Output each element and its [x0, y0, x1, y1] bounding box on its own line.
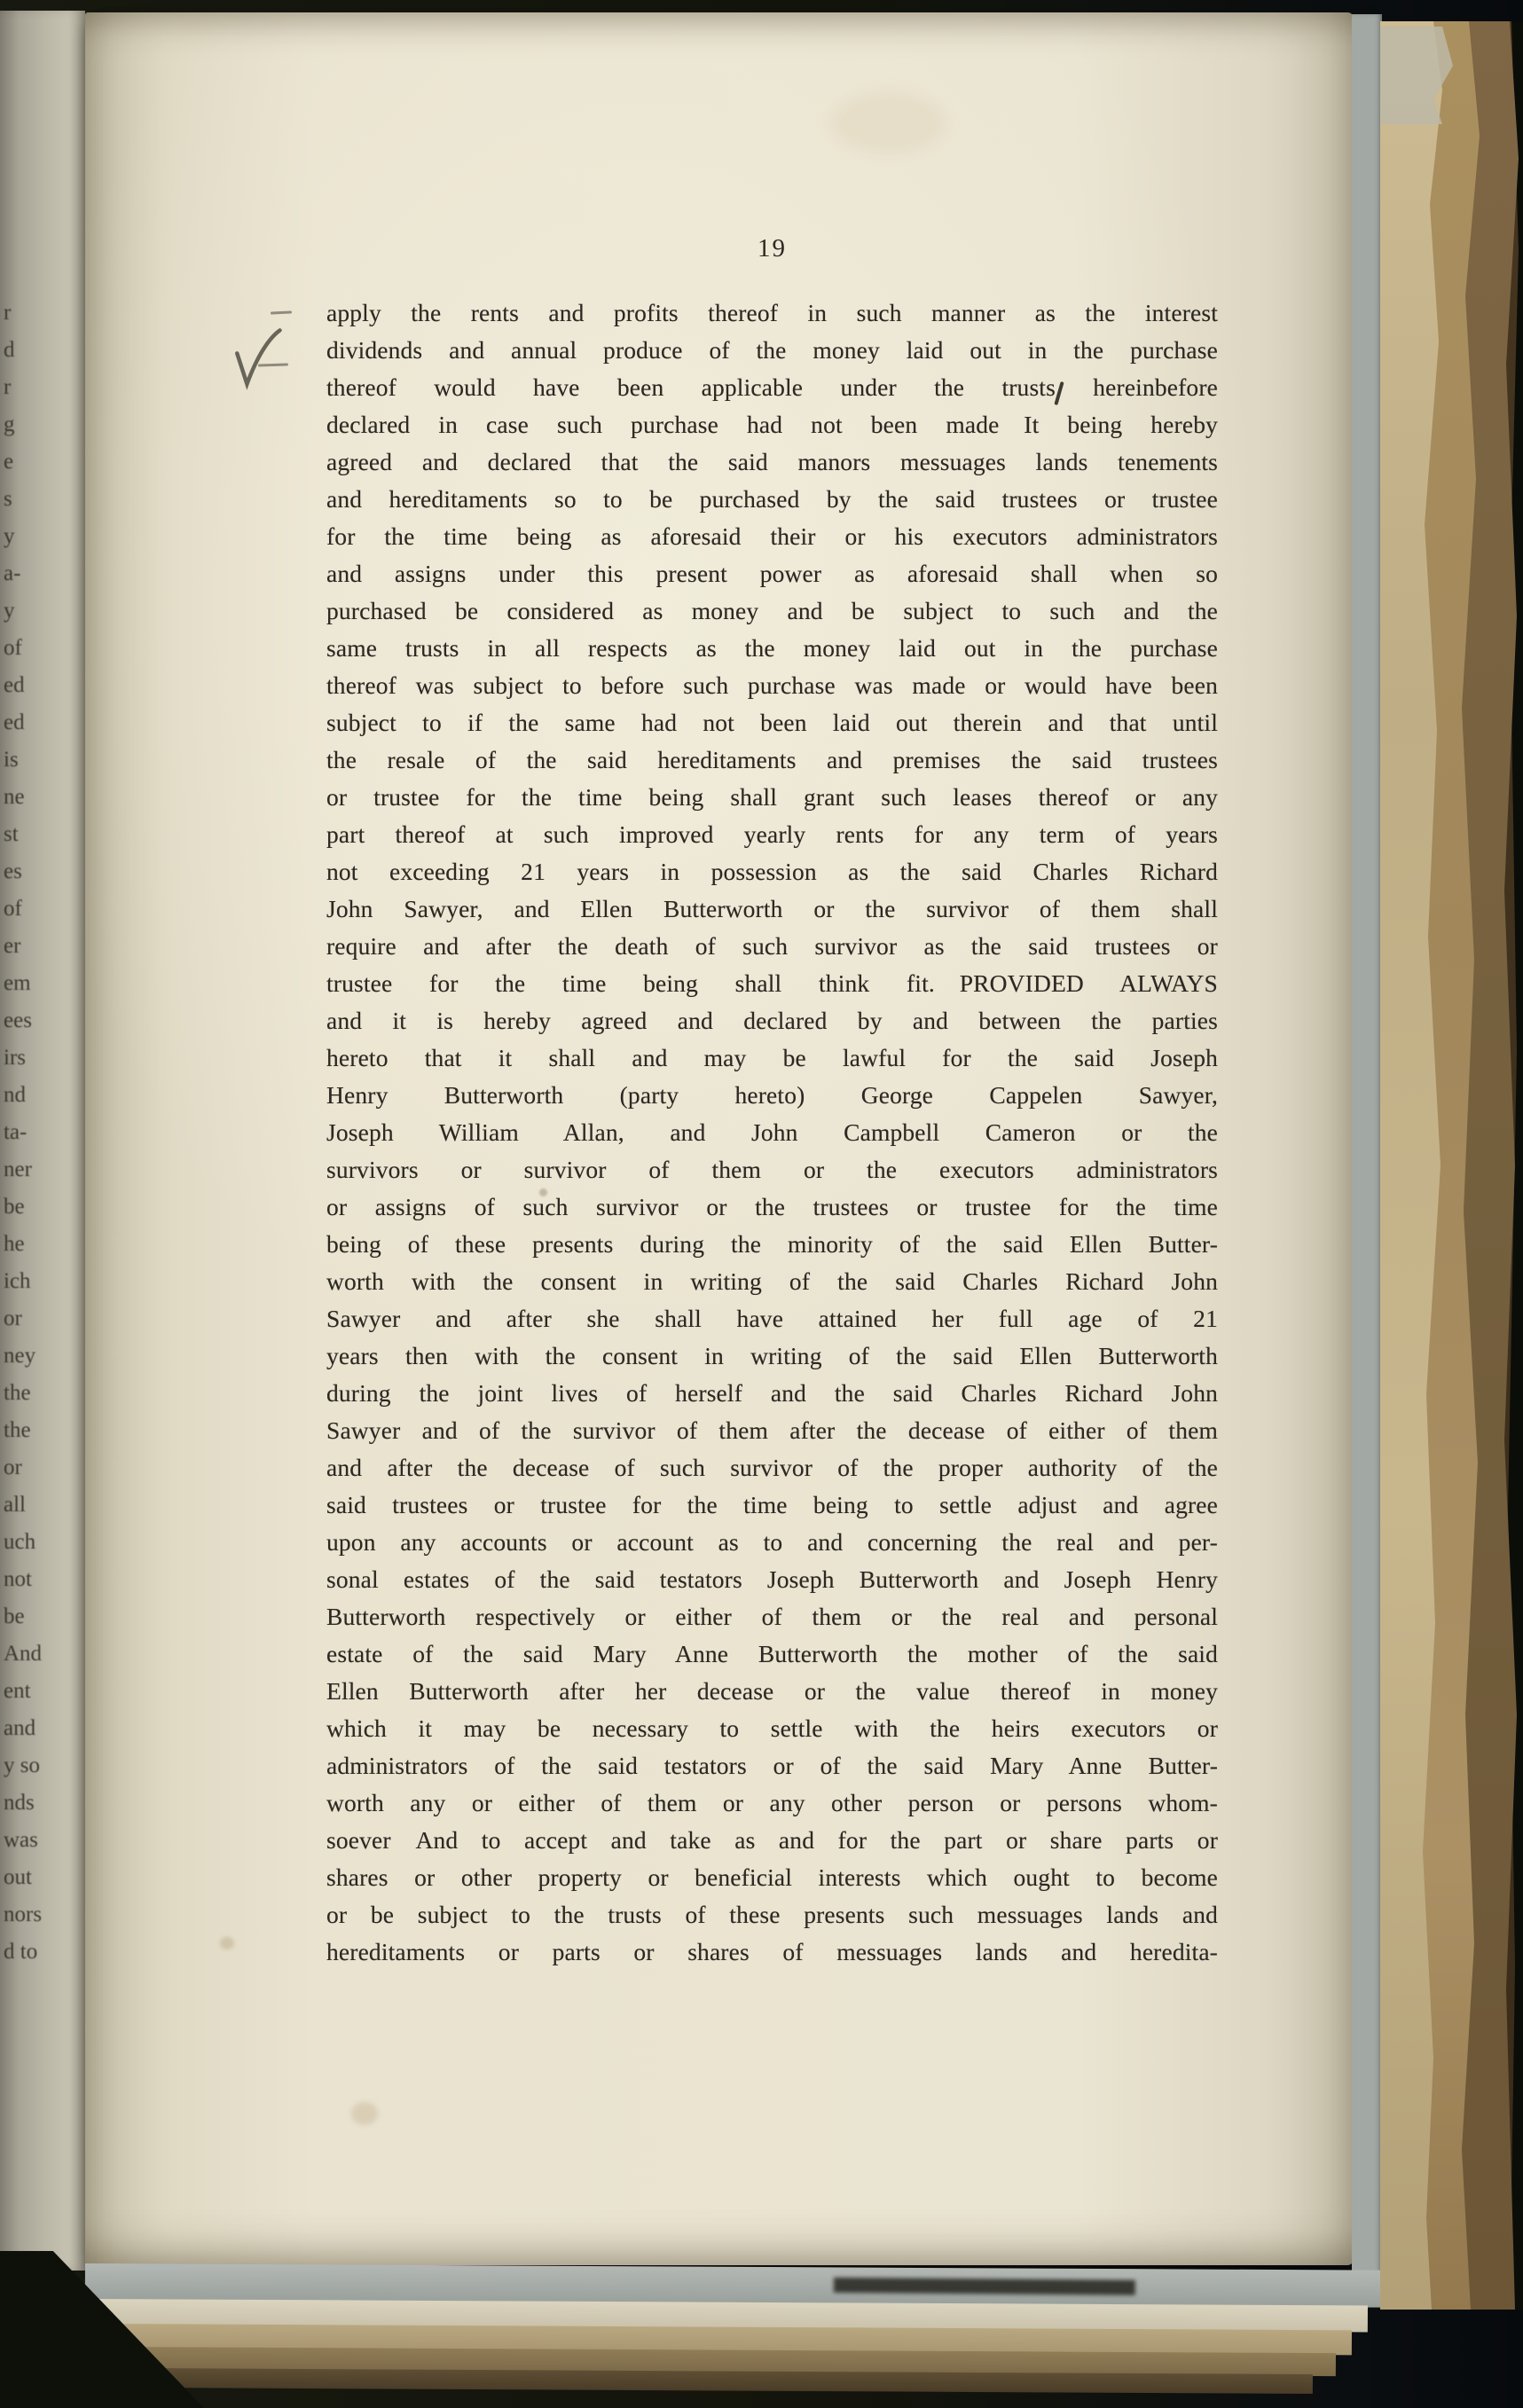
body-text	[326, 294, 1218, 1971]
text-line: agreed and declared that the said manors messuages lands tenements	[326, 448, 1218, 475]
text-line: soever And to accept and take as and for the part or share parts or	[326, 1826, 1218, 1854]
text-line: Joseph William Allan, and John Campbell Cameron or the	[326, 1118, 1218, 1146]
margin-fragment: y	[4, 599, 15, 623]
margin-fragment: er	[4, 934, 21, 958]
margin-fragment: is	[4, 748, 19, 772]
text-line: years then with the consent in writing of the said Ellen Butterworth	[326, 1342, 1218, 1369]
text-line: not exceeding 21 years in possession as the said Charles Richard	[326, 858, 1218, 885]
paper-stain	[830, 92, 946, 154]
text-line: being of these presents during the minority of the said Ellen Butter-	[326, 1230, 1218, 1258]
margin-fragment: out	[4, 1865, 32, 1889]
text-line: hereditaments or parts or shares of messuages lands and heredita-	[326, 1938, 1218, 1965]
text-line: Sawyer and after she shall have attained her full age of 21	[326, 1305, 1218, 1332]
margin-fragment: y so	[4, 1753, 40, 1777]
text-line: apply the rents and profits thereof in such manner as the interest	[326, 299, 1218, 326]
text-line: and assigns under this present power as aforesaid shall when so	[326, 560, 1218, 587]
margin-fragment: ed	[4, 710, 25, 734]
margin-fragment: s	[4, 487, 12, 511]
margin-fragment: was	[4, 1828, 38, 1852]
text-line: administrators of the said testators or of the said Mary Anne Butter-	[326, 1752, 1218, 1779]
text-line: upon any accounts or account as to and concerning the real and per-	[326, 1528, 1218, 1556]
margin-fragment: not	[4, 1567, 32, 1591]
margin-fragment: e	[4, 450, 14, 474]
previous-page-edge	[0, 11, 85, 2271]
pencil-scribble-icon	[92, 2269, 225, 2297]
text-line: worth with the consent in writing of the said Charles Richard John	[326, 1267, 1218, 1295]
pencil-dash-icon	[258, 363, 288, 366]
text-line: and hereditaments so to be purchased by the said trustees or trustee	[326, 485, 1218, 513]
margin-fragment: ed	[4, 673, 25, 697]
paper-stain	[351, 2102, 378, 2125]
text-line: Sawyer and of the survivor of them after the decease of either of them	[326, 1416, 1218, 1444]
text-line: worth any or either of them or any other person or persons whom-	[326, 1789, 1218, 1816]
text-line: thereof would have been applicable under the trusts hereinbefore	[326, 373, 1218, 401]
page-number: 19	[758, 234, 787, 263]
text-line: Ellen Butterworth after her decease or the value thereof in money	[326, 1677, 1218, 1705]
margin-fragment: the	[4, 1418, 31, 1442]
margin-fragment: d	[4, 338, 15, 362]
margin-fragment: nors	[4, 1902, 43, 1926]
pencil-dash-icon	[271, 310, 292, 314]
text-line: or trustee for the time being shall grant such leases thereof or any	[326, 783, 1218, 811]
text-line: dividends and annual produce of the money laid out in the purchase	[326, 336, 1218, 364]
text-line: and after the decease of such survivor of the proper authority of the	[326, 1454, 1218, 1481]
paper-stain	[220, 1937, 234, 1949]
text-line: require and after the death of such survivor as the said trustees or	[326, 932, 1218, 960]
margin-fragment: of	[4, 897, 22, 921]
margin-fragment: ne	[4, 785, 25, 809]
margin-fragment: y	[4, 524, 15, 548]
margin-fragment: uch	[4, 1530, 36, 1554]
margin-fragment: irs	[4, 1046, 26, 1070]
margin-fragment: all	[4, 1493, 26, 1517]
text-line: survivors or survivor of them or the executors administrators	[326, 1156, 1218, 1183]
margin-fragment: or	[4, 1306, 22, 1330]
text-line: or assigns of such survivor or the trustees or trustee for the time	[326, 1193, 1218, 1220]
margin-fragment: ney	[4, 1344, 36, 1368]
text-line: declared in case such purchase had not been made It being hereby	[326, 411, 1218, 438]
margin-fragment: ner	[4, 1157, 32, 1181]
margin-fragment: st	[4, 822, 19, 846]
text-line: subject to if the same had not been laid out therein and that until	[326, 709, 1218, 736]
text-line: part thereof at such improved yearly rents for any term of years	[326, 820, 1218, 848]
text-line: shares or other property or beneficial interests which ought to become	[326, 1863, 1218, 1891]
text-line: hereto that it shall and may be lawful for the said Joseph	[326, 1044, 1218, 1071]
margin-fragment: es	[4, 859, 22, 883]
margin-fragment: r	[4, 301, 12, 325]
paper-stain	[539, 1188, 547, 1196]
bottom-page-edges	[0, 2263, 1523, 2408]
margin-fragments	[4, 294, 55, 1971]
text-line: John Sawyer, and Ellen Butterworth or the survivor of them shall	[326, 895, 1218, 922]
margin-fragment: be	[4, 1604, 25, 1628]
document-page	[85, 12, 1354, 2265]
margin-fragment: ent	[4, 1679, 31, 1703]
margin-fragment: and	[4, 1716, 36, 1740]
underlying-page-edge	[1352, 14, 1382, 2299]
worn-page-edges	[1380, 21, 1523, 2310]
ink-smudge	[834, 2278, 1135, 2295]
margin-fragment: And	[4, 1642, 43, 1666]
margin-fragment: he	[4, 1232, 25, 1256]
text-line: estate of the said Mary Anne Butterworth the mother of the said	[326, 1640, 1218, 1667]
text-line: purchased be considered as money and be subject to such and the	[326, 597, 1218, 624]
margin-fragment: g	[4, 412, 15, 436]
margin-fragment: of	[4, 636, 22, 660]
margin-fragment: ich	[4, 1269, 31, 1293]
text-line: during the joint lives of herself and the said Charles Richard John	[326, 1379, 1218, 1407]
pencil-checkmark-icon	[226, 319, 283, 403]
margin-fragment: ta-	[4, 1120, 27, 1144]
margin-fragment: or	[4, 1455, 22, 1479]
text-line: which it may be necessary to settle with the heirs executors or	[326, 1714, 1218, 1742]
text-line: trustee for the time being shall think fit. PROVIDED ALWAYS	[326, 969, 1218, 997]
text-line: and it is hereby agreed and declared by and between the parties	[326, 1007, 1218, 1034]
text-line: same trusts in all respects as the money laid out in the purchase	[326, 634, 1218, 662]
margin-fragment: be	[4, 1195, 25, 1219]
text-line: said trustees or trustee for the time being to settle adjust and agree	[326, 1491, 1218, 1518]
margin-fragment: a-	[4, 561, 21, 585]
margin-fragment: nd	[4, 1083, 26, 1107]
text-line: Henry Butterworth (party hereto) George Cappelen Sawyer,	[326, 1081, 1218, 1109]
text-line: the resale of the said hereditaments and premises the said trustees	[326, 746, 1218, 773]
margin-fragment: nds	[4, 1791, 35, 1815]
text-line: sonal estates of the said testators Joseph Butterworth and Joseph Henry	[326, 1565, 1218, 1593]
margin-fragment: d to	[4, 1940, 38, 1964]
text-line: or be subject to the trusts of these presents such messuages lands and	[326, 1901, 1218, 1928]
text-line: thereof was subject to before such purchase was made or would have been	[326, 671, 1218, 699]
margin-fragment: em	[4, 971, 31, 995]
text-line: for the time being as aforesaid their or his executors administrators	[326, 522, 1218, 550]
margin-fragment: r	[4, 375, 12, 399]
margin-fragment: ees	[4, 1008, 32, 1032]
margin-fragment: the	[4, 1381, 31, 1405]
text-line: Butterworth respectively or either of them or the real and personal	[326, 1603, 1218, 1630]
